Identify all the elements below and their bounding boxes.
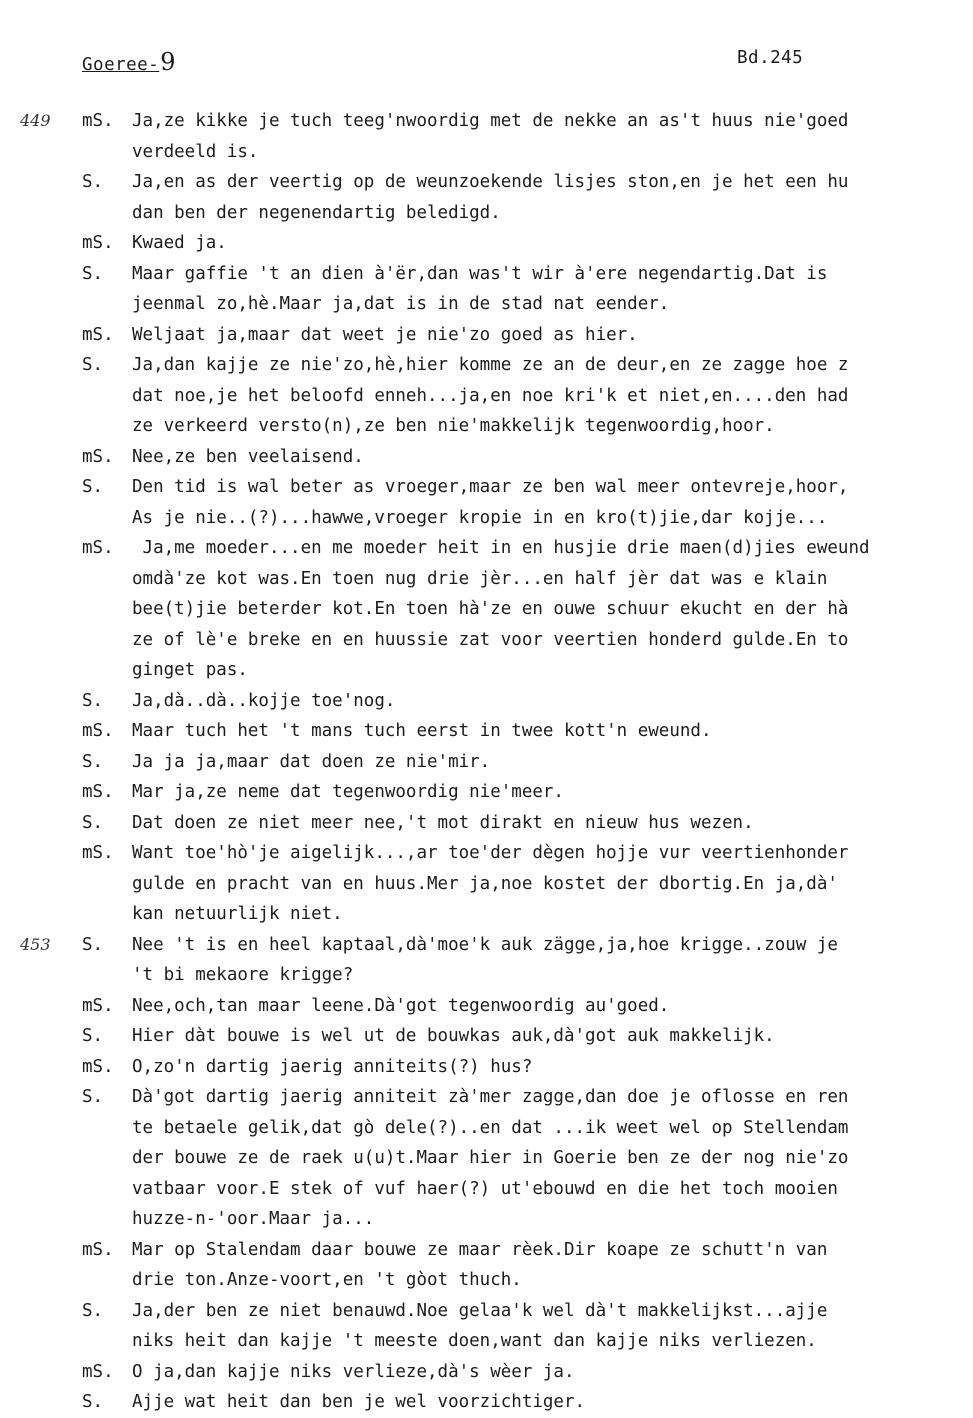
- utterance-text: ze verkeerd versto(n),ze ben nie'makkelijk tegenwoordig,hoor.: [132, 416, 775, 436]
- speaker-label: S.: [82, 477, 104, 497]
- utterance-text: O,zo'n dartig jaerig anniteits(?) hus?: [132, 1056, 533, 1077]
- speaker-label: S.: [82, 690, 104, 711]
- transcript-line: [0, 899, 973, 930]
- speaker-label: S.: [82, 1392, 104, 1412]
- utterance-text: Nee,och,tan maar leene.Dà'got tegenwoordig au'goed.: [132, 995, 670, 1016]
- utterance-text: kan netuurlijk niet.: [132, 904, 343, 924]
- transcript-line: [0, 716, 973, 747]
- transcript-line: [0, 1296, 973, 1327]
- utterance-text: ginget pas.: [132, 660, 248, 680]
- utterance-text: Maar tuch het 't mans tuch eerst in twee kott'n eweund.: [132, 721, 712, 741]
- transcript-line: [0, 1204, 973, 1235]
- utterance-text: jeenmal zo,hè.Maar ja,dat is in de stad nat eender.: [132, 294, 670, 314]
- utterance-text: Mar op Stalendam daar bouwe ze maar rèek.Dir koape ze schutt'n van: [132, 1239, 828, 1260]
- transcript-line: [0, 1113, 973, 1144]
- transcript-line: [0, 106, 973, 137]
- utterance-text: der bouwe ze de raek u(u)t.Maar hier in Goerie ben ze der nog nie'zo: [132, 1148, 849, 1168]
- speaker-label: S.: [82, 1300, 104, 1321]
- speaker-label: S.: [82, 812, 104, 833]
- margin-note: 453: [20, 934, 51, 954]
- transcript-line: [0, 564, 973, 595]
- utterance-text: vatbaar voor.E stek of vuf haer(?) ut'ebouwd en die het toch mooien: [132, 1178, 838, 1199]
- speaker-label: S.: [82, 1026, 104, 1046]
- utterance-text: huzze-n-'oor.Maar ja...: [132, 1209, 375, 1229]
- utterance-text: O ja,dan kajje niks verlieze,dà's wèer ja.: [132, 1361, 575, 1382]
- speaker-label: mS.: [82, 1239, 114, 1260]
- transcript-line: [0, 442, 973, 473]
- transcript-line: [0, 381, 973, 412]
- speaker-label: mS.: [82, 233, 114, 253]
- utterance-text: drie ton.Anze-voort,en 't gòot thuch.: [132, 1270, 522, 1290]
- speaker-label: mS.: [82, 538, 114, 558]
- transcript-line: [0, 137, 973, 168]
- transcript-line: [0, 1357, 973, 1388]
- transcript-line: [0, 930, 973, 961]
- transcript-body: [0, 106, 973, 1418]
- transcript-line: [0, 1326, 973, 1357]
- transcript-line: [0, 1082, 973, 1113]
- utterance-text: Ja,en as der veertig op de weunzoekende lisjes ston,en je het een hu: [132, 172, 849, 192]
- utterance-text: 't bi mekaore krigge?: [132, 965, 354, 985]
- transcript-line: [0, 1235, 973, 1266]
- transcript-line: [0, 259, 973, 290]
- transcript-line: [0, 472, 973, 503]
- transcript-line: [0, 747, 973, 778]
- utterance-text: Ajje wat heit dan ben je wel voorzichtiger.: [132, 1392, 586, 1412]
- transcript-line: [0, 625, 973, 656]
- utterance-text: Dà'got dartig jaerig anniteit zà'mer zagge,dan doe je oflosse en ren: [132, 1087, 849, 1107]
- utterance-text: Nee 't is en heel kaptaal,dà'moe'k auk zägge,ja,hoe krigge..zouw je: [132, 934, 838, 955]
- transcript-line: [0, 655, 973, 686]
- transcript-line: [0, 594, 973, 625]
- utterance-text: Mar ja,ze neme dat tegenwoordig nie'meer.: [132, 782, 564, 802]
- document-code-number: 9: [160, 48, 177, 76]
- transcript-line: [0, 1265, 973, 1296]
- speaker-label: mS.: [82, 446, 114, 467]
- document-code: [82, 48, 176, 76]
- utterance-text: Hier dàt bouwe is wel ut de bouwkas auk,dà'got auk makkelijk.: [132, 1026, 775, 1046]
- speaker-label: S.: [82, 172, 104, 192]
- utterance-text: te betaele gelik,dat gò dele(?)..en dat ...ik weet wel op Stellendam: [132, 1117, 849, 1138]
- transcript-line: [0, 228, 973, 259]
- page-header: [82, 48, 962, 78]
- speaker-label: mS.: [82, 782, 114, 802]
- utterance-text: Ja ja ja,maar dat doen ze nie'mir.: [132, 751, 491, 772]
- speaker-label: mS.: [82, 1361, 114, 1382]
- transcript-line: [0, 991, 973, 1022]
- utterance-text: bee(t)jie beterder kot.En toen hà'ze en ouwe schuur ekucht en der hà: [132, 599, 849, 619]
- transcript-line: [0, 320, 973, 351]
- utterance-text: Kwaed ja.: [132, 233, 227, 253]
- speaker-label: S.: [82, 934, 104, 955]
- speaker-label: S.: [82, 751, 104, 772]
- utterance-text: Nee,ze ben veelaisend.: [132, 446, 364, 467]
- speaker-label: mS.: [82, 111, 114, 131]
- utterance-text: Ja,dan kajje ze nie'zo,hè,hier komme ze an de deur,en ze zagge hoe z: [132, 355, 849, 375]
- transcript-line: [0, 1052, 973, 1083]
- utterance-text: Want toe'hò'je aigelijk...,ar toe'der dègen hojje vur veertienhonder: [132, 843, 849, 863]
- utterance-text: verdeeld is.: [132, 141, 259, 162]
- transcript-line: [0, 1021, 973, 1052]
- speaker-label: mS.: [82, 843, 114, 863]
- utterance-text: Maar gaffie 't an dien à'ër,dan was't wir à'ere negendartig.Dat is: [132, 263, 828, 284]
- transcript-line: [0, 960, 973, 991]
- speaker-label: S.: [82, 263, 104, 284]
- utterance-text: Den tid is wal beter as vroeger,maar ze ben wal meer ontevreje,hoor,: [132, 477, 849, 497]
- transcript-line: [0, 533, 973, 564]
- margin-note: 449: [20, 111, 51, 130]
- speaker-label: mS.: [82, 324, 114, 345]
- transcript-line: [0, 686, 973, 717]
- utterance-text: dat noe,je het beloofd enneh...ja,en noe kri'k et niet,en....den had: [132, 385, 849, 406]
- utterance-text: omdà'ze kot was.En toen nug drie jèr...en half jèr dat was e klain: [132, 568, 828, 589]
- speaker-label: S.: [82, 1087, 104, 1107]
- transcript-line: [0, 808, 973, 839]
- transcript-line: [0, 869, 973, 900]
- speaker-label: mS.: [82, 721, 114, 741]
- utterance-text: Ja,me moeder...en me moeder heit in en husjie drie maen(d)jies eweund: [132, 538, 870, 558]
- speaker-label: mS.: [82, 1056, 114, 1077]
- utterance-text: gulde en pracht van en huus.Mer ja,noe kostet der dbortig.En ja,dà': [132, 873, 838, 894]
- transcript-line: [0, 1174, 973, 1205]
- utterance-text: Dat doen ze niet meer nee,'t mot dirakt en nieuw hus wezen.: [132, 812, 754, 833]
- utterance-text: Ja,dà..dà..kojje toe'nog.: [132, 690, 396, 711]
- speaker-label: mS.: [82, 995, 114, 1016]
- document-code-prefix: Goeree-: [82, 55, 160, 75]
- transcript-line: [0, 777, 973, 808]
- transcript-line: [0, 198, 973, 229]
- transcript-line: [0, 1387, 973, 1418]
- utterance-text: Weljaat ja,maar dat weet je nie'zo goed as hier.: [132, 324, 638, 345]
- transcript-line: [0, 503, 973, 534]
- transcript-line: [0, 838, 973, 869]
- transcript-line: [0, 289, 973, 320]
- utterance-text: As je nie..(?)...hawwe,vroeger kropie in en kro(t)jie,dar kojje...: [132, 507, 828, 528]
- volume-number: Bd.245: [737, 48, 804, 68]
- utterance-text: dan ben der negenendartig beledigd.: [132, 202, 501, 223]
- transcript-line: [0, 167, 973, 198]
- utterance-text: ze of lè'e breke en en huussie zat voor veertien honderd gulde.En to: [132, 629, 849, 650]
- utterance-text: Ja,der ben ze niet benauwd.Noe gelaa'k wel dà't makkelijkst...ajje: [132, 1300, 828, 1321]
- transcript-line: [0, 411, 973, 442]
- transcript-line: [0, 350, 973, 381]
- speaker-label: S.: [82, 355, 104, 375]
- utterance-text: Ja,ze kikke je tuch teeg'nwoordig met de nekke an as't huus nie'goed: [132, 111, 849, 131]
- transcript-line: [0, 1143, 973, 1174]
- utterance-text: niks heit dan kajje 't meeste doen,want dan kajje niks verliezen.: [132, 1331, 817, 1351]
